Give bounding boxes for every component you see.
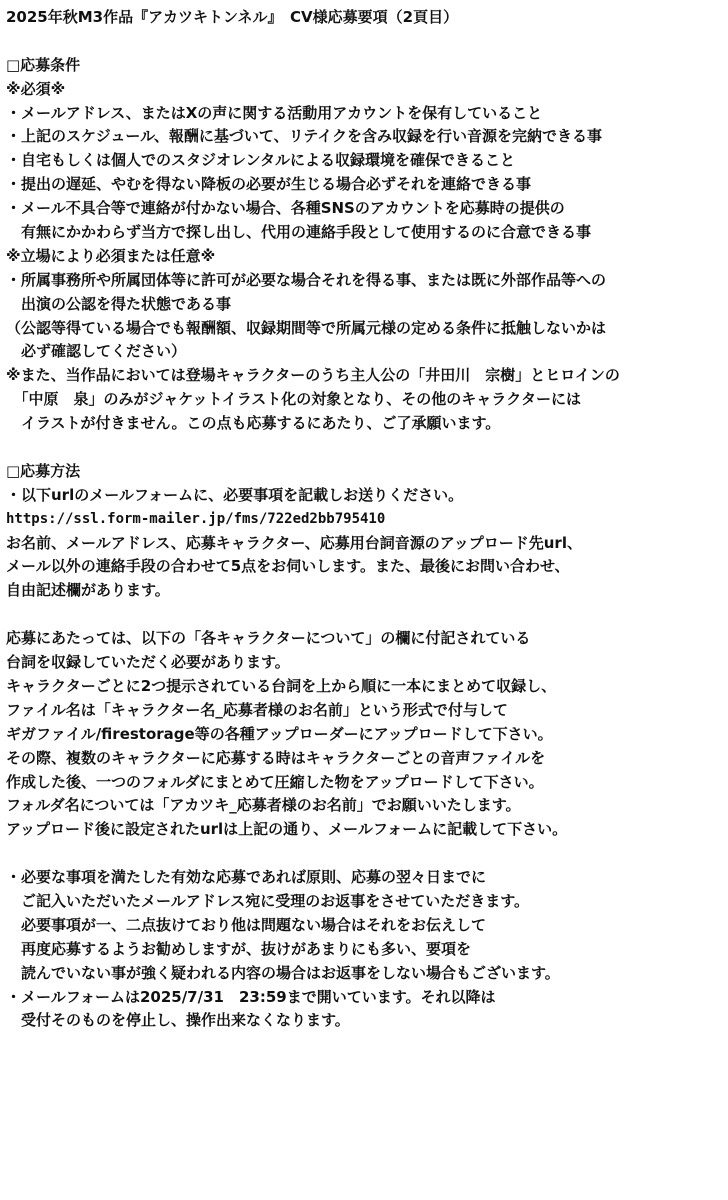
form-url-link[interactable]: https://ssl.form-mailer.jp/fms/722ed2bb795410 [6,510,386,527]
spacer [6,30,722,54]
requirement-item: ・上記のスケジュール、報酬に基づいて、リテイクを含み収録を行い音源を完納できる事 [6,127,602,146]
reply-line: 読んでいない事が強く疑われる内容の場合はお返事をしない場合もございます。 [6,963,560,982]
requirement-item: ・メール不具合等で連絡が付かない場合、各種SNSのアカウントを応募時の提供の [6,199,565,218]
deadline-line: 受付そのものを停止し、操作出来なくなります。 [6,1011,350,1030]
conditional-item: 必ず確認してください） [6,342,187,361]
requirement-item: 有無にかかわらず当方で探し出し、代用の連絡手段として使用するのに合意できる事 [6,223,592,242]
deadline-line: ・メールフォームは2025/7/31 23:59まで開いています。それ以降は [6,987,496,1006]
requirement-item: ・提出の遅延、やむを得ない降板の必要が生じる場合必ずそれを連絡できる事 [6,175,532,194]
conditional-item: 出演の公認を得た状態である事 [6,294,232,313]
instruction-line: 作成した後、一つのフォルダにまとめて圧縮した物をアップロードして下さい。 [6,772,544,791]
reply-line: ご記入いただいたメールアドレス宛に受理のお返事をさせていただきます。 [6,891,530,910]
method-detail: 自由記述欄があります。 [6,581,170,600]
conditional-label: ※立場により必須または任意※ [6,246,216,265]
conditional-item: （公認等得ている場合でも報酬額、収録期間等で所属元様の定める条件に抵触しないかは [6,318,607,337]
requirement-item: ・自宅もしくは個人でのスタジオレンタルによる収録環境を確保できること [6,151,516,170]
instruction-line: 応募にあたっては、以下の「各キャラクターについて」の欄に付記されている [6,629,531,648]
requirement-item: ・メールアドレス、またはXの声に関する活動用アカウントを保有していること [6,103,543,122]
illustration-note: イラストが付きません。この点も応募するにあたり、ご了承願います。 [6,414,501,433]
instruction-line: フォルダ名については「アカツキ_応募者様のお名前」でお願いいたします。 [6,796,521,815]
method-intro: ・以下urlのメールフォームに、必要事項を記載しお送りください。 [6,485,464,504]
section-heading-method: □応募方法 [6,461,81,480]
spacer [6,436,722,460]
illustration-note: 「中原 泉」のみがジャケットイラスト化の対象となり、その他のキャラクターには [6,390,581,409]
document-title: 2025年秋M3作品『アカツキトンネル』 CV様応募要項（2頁目） [6,8,459,26]
reply-line: ・必要な事項を満たした有効な応募であれば原則、応募の翌々日までに [6,868,487,887]
instruction-line: ファイル名は「キャラクター名_応募者様のお名前」という形式で付与して [6,700,508,719]
illustration-note: ※また、当作品においては登場キャラクターのうち主人公の「井田川 宗樹」とヒロインの [6,366,620,385]
reply-line: 再度応募するようお勧めしますが、抜けがあまりにも多い、要項を [6,939,472,958]
spacer [6,603,722,627]
instruction-line: キャラクターごとに2つ提示されている台詞を上から順に一本にまとめて収録し、 [6,676,557,695]
reply-line: 必要事項が一、二点抜けており他は問題ない場合はそれをお伝えして [6,915,487,934]
required-label: ※必須※ [6,79,66,98]
instruction-line: アップロード後に設定されたurlは上記の通り、メールフォームに記載して下さい。 [6,820,568,839]
instruction-line: 台詞を収録していただく必要があります。 [6,653,290,672]
section-heading-requirements: □応募条件 [6,55,81,74]
application-document [6,6,722,1033]
instruction-line: ギガファイル/firestorage等の各種アップローダーにアップロードして下さい。 [6,724,553,743]
spacer [6,842,722,866]
instruction-line: その際、複数のキャラクターに応募する時はキャラクターごとの音声ファイルを [6,748,546,767]
method-detail: メール以外の連絡手段の合わせて5点をお伺いします。また、最後にお問い合わせ、 [6,557,570,576]
conditional-item: ・所属事務所や所属団体等に許可が必要な場合それを得る事、または既に外部作品等への [6,270,607,289]
method-detail: お名前、メールアドレス、応募キャラクター、応募用台詞音源のアップロード先url、 [6,533,582,552]
